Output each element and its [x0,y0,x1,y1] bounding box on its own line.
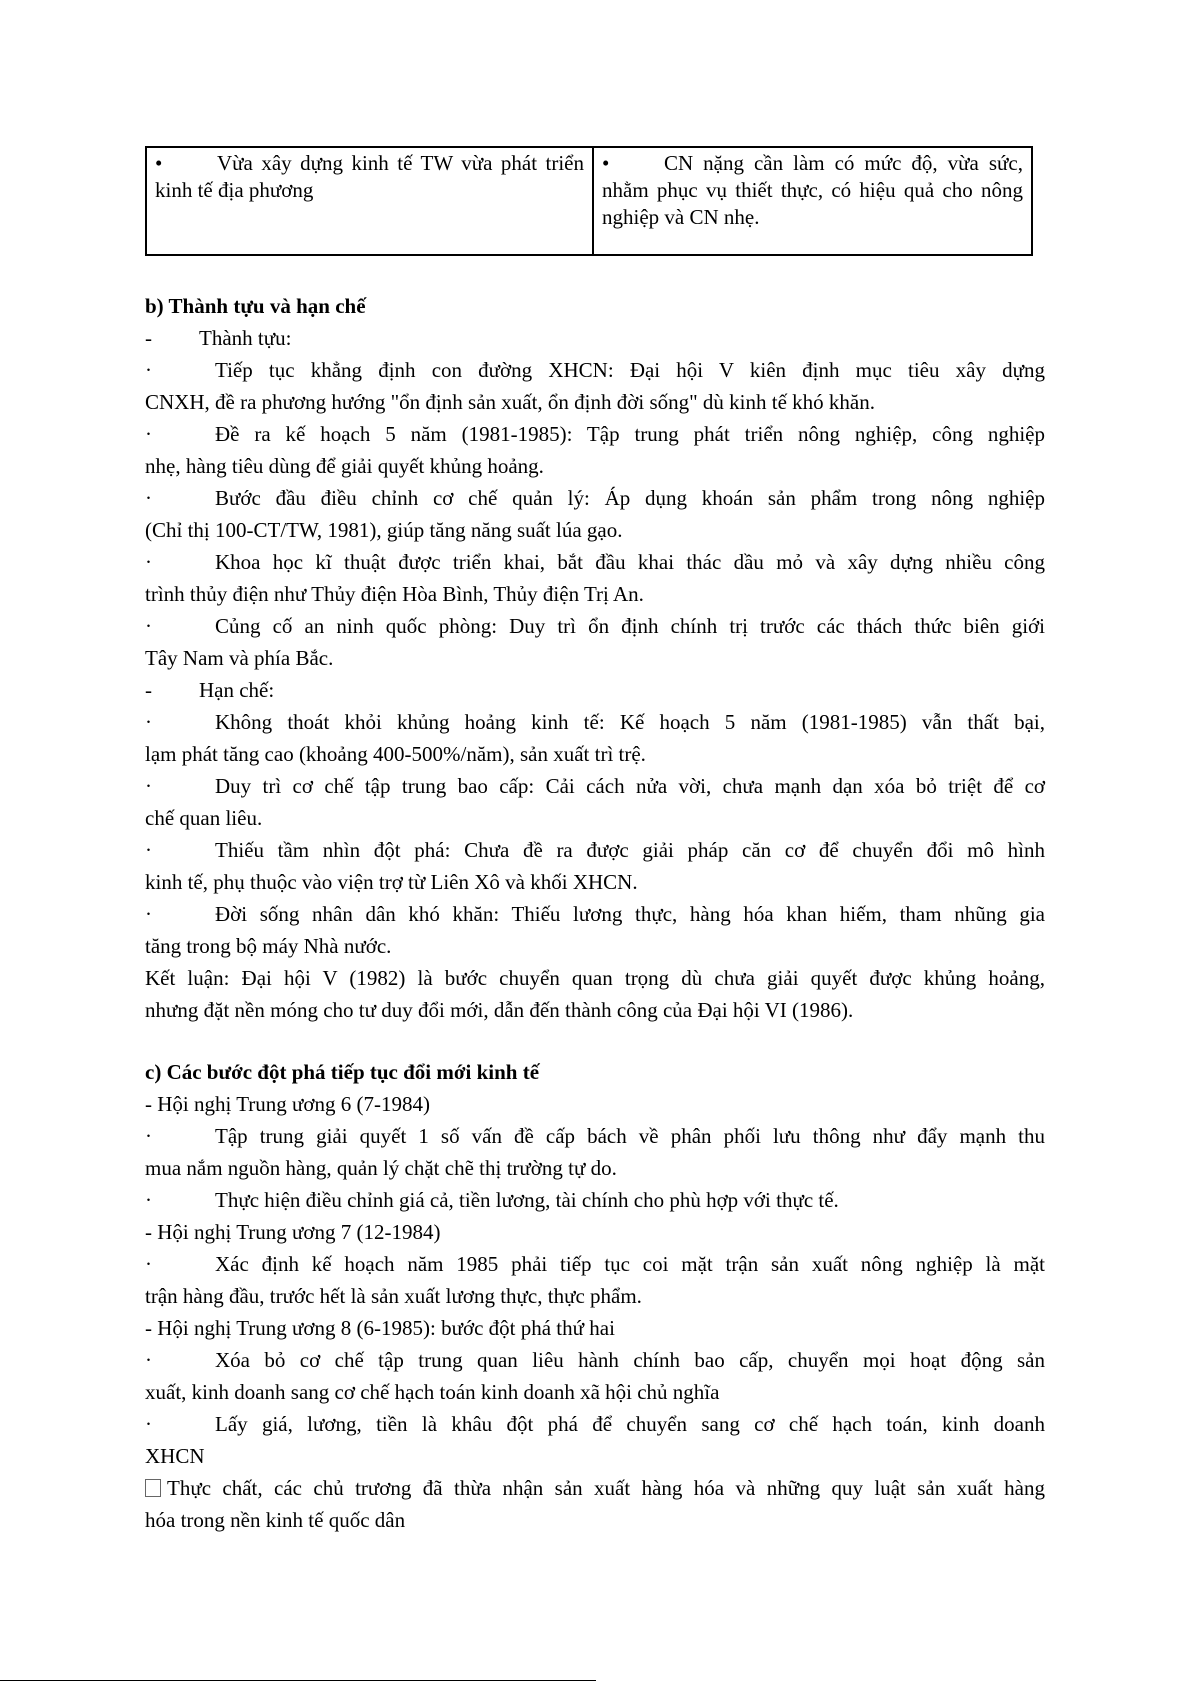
dash-marker: - [145,678,152,702]
list-item [145,546,1045,578]
list-item-cont: lạm phát tăng cao (khoảng 400-500%/năm), sản xuất trì trệ. [145,742,646,766]
dot-marker: · [145,1124,152,1148]
dash-marker: - [145,326,152,350]
list-item [145,418,1045,450]
line-text: Thực hiện điều chỉnh giá cả, tiền lương, tài chính cho phù hợp với thực tế. [215,1188,839,1212]
list-item-cont: chế quan liêu. [145,806,263,830]
dot-marker: · [145,1252,152,1276]
line-text: Củng cố an ninh quốc phòng: Duy trì ổn định chính trị trước các thách thức biên giới [215,614,1045,638]
line-text: Xác định kế hoạch năm 1985 phải tiếp tục coi mặt trận sản xuất nông nghiệp là mặt [215,1252,1045,1276]
essence-cont: hóa trong nền kinh tế quốc dân [145,1508,406,1532]
essence-line [145,1472,1045,1504]
achievements-label [145,322,1045,354]
line-text: Duy trì cơ chế tập trung bao cấp: Cải cách nửa vời, chưa mạnh dạn xóa bỏ triệt để cơ [215,774,1045,798]
dot-marker: · [145,710,152,734]
dot-marker: · [145,838,152,862]
list-item [145,1408,1045,1440]
line-text: Bước đầu điều chỉnh cơ chế quản lý: Áp dụng khoán sản phẩm trong nông nghiệp [215,486,1045,510]
bullet: • [602,151,610,175]
dot-marker: · [145,774,152,798]
footer-rule [0,1680,596,1681]
list-item-cont: CNXH, đề ra phương hướng "ổn định sản xuất, ổn định đời sống" dù kinh tế khó khăn. [145,390,875,414]
section-b-heading: b) Thành tựu và hạn chế [145,294,366,318]
list-item [145,1184,1045,1216]
list-item [145,770,1045,802]
dot-marker: · [145,1412,152,1436]
dot-marker: · [145,614,152,638]
list-item-cont: XHCN [145,1444,205,1468]
line-text: Xóa bỏ cơ chế tập trung quan liêu hành chính bao cấp, chuyển mọi hoạt động sản [215,1348,1045,1372]
label-text: Thành tựu: [199,326,292,350]
dot-marker: · [145,358,152,382]
line-text: Tập trung giải quyết 1 số vấn đề cấp bách về phân phối lưu thông như đẩy mạnh thu [215,1124,1045,1148]
dot-marker: · [145,550,152,574]
list-item [145,834,1045,866]
list-item [145,1120,1045,1152]
list-item [145,1344,1045,1376]
list-item [145,706,1045,738]
line-text: Không thoát khỏi khủng hoảng kinh tế: Kế hoạch 5 năm (1981-1985) vẫn thất bại, [215,710,1045,734]
line-text: Đề ra kế hoạch 5 năm (1981-1985): Tập trung phát triển nông nghiệp, công nghiệp [215,422,1045,446]
label-text: Hạn chế: [199,678,275,702]
line-text: Tiếp tục khẳng định con đường XHCN: Đại hội V kiên định mục tiêu xây dựng [215,358,1045,382]
dot-marker: · [145,1188,152,1212]
dot-marker: · [145,1348,152,1372]
comparison-table [145,146,1033,256]
line-text: Đời sống nhân dân khó khăn: Thiếu lương thực, hàng hóa khan hiếm, tham nhũng gia [215,902,1045,926]
list-item-cont: mua nắm nguồn hàng, quản lý chặt chẽ thị trường tự do. [145,1156,617,1180]
cell-text: Vừa xây dựng kinh tế TW vừa phát triển kinh tế địa phương [155,151,584,202]
table-cell-left [146,147,593,255]
document-body [145,290,1045,1536]
conclusion: Kết luận: Đại hội V (1982) là bước chuyển quan trọng dù chưa giải quyết được khủng hoảng, [145,966,1045,990]
list-item-cont: trình thủy điện như Thủy điện Hòa Bình, Thủy điện Trị An. [145,582,644,606]
missing-glyph-icon [145,1479,161,1497]
conference-8: - Hội nghị Trung ương 8 (6-1985): bước đột phá thứ hai [145,1316,615,1340]
list-item-cont: tăng trong bộ máy Nhà nước. [145,934,392,958]
list-item-cont: nhẹ, hàng tiêu dùng để giải quyết khủng hoảng. [145,454,544,478]
table-cell-right [593,147,1032,255]
list-item [145,354,1045,386]
section-c-heading: c) Các bước đột phá tiếp tục đổi mới kinh tế [145,1060,540,1084]
conference-6: - Hội nghị Trung ương 6 (7-1984) [145,1092,430,1116]
line-text: Khoa học kĩ thuật được triển khai, bắt đầu khai thác dầu mỏ và xây dựng nhiều công [215,550,1045,574]
table-row [146,147,1032,255]
list-item [145,482,1045,514]
list-item [145,1248,1045,1280]
list-item-cont: xuất, kinh doanh sang cơ chế hạch toán kinh doanh xã hội chủ nghĩa [145,1380,720,1404]
list-item [145,610,1045,642]
conclusion-cont: nhưng đặt nền móng cho tư duy đổi mới, dẫn đến thành công của Đại hội VI (1986). [145,998,854,1022]
dot-marker: · [145,486,152,510]
line-text: Thiếu tầm nhìn đột phá: Chưa đề ra được giải pháp căn cơ để chuyển đổi mô hình [215,838,1045,862]
bullet: • [155,151,163,175]
limits-label [145,674,1045,706]
list-item-cont: kinh tế, phụ thuộc vào viện trợ từ Liên Xô và khối XHCN. [145,870,638,894]
list-item-cont: Tây Nam và phía Bắc. [145,646,334,670]
dot-marker: · [145,422,152,446]
conference-7: - Hội nghị Trung ương 7 (12-1984) [145,1220,441,1244]
line-text: Lấy giá, lương, tiền là khâu đột phá để chuyển sang cơ chế hạch toán, kinh doanh [215,1412,1045,1436]
spacer [145,1026,1045,1056]
list-item [145,898,1045,930]
line-text: Thực chất, các chủ trương đã thừa nhận sản xuất hàng hóa và những quy luật sản xuất hàng [167,1476,1045,1500]
dot-marker: · [145,902,152,926]
list-item-cont: trận hàng đầu, trước hết là sản xuất lương thực, thực phẩm. [145,1284,642,1308]
list-item-cont: (Chỉ thị 100-CT/TW, 1981), giúp tăng năng suất lúa gạo. [145,518,623,542]
cell-text: CN nặng cần làm có mức độ, vừa sức, nhằm phục vụ thiết thực, có hiệu quả cho nông nghiệp và CN nhẹ. [602,151,1023,229]
